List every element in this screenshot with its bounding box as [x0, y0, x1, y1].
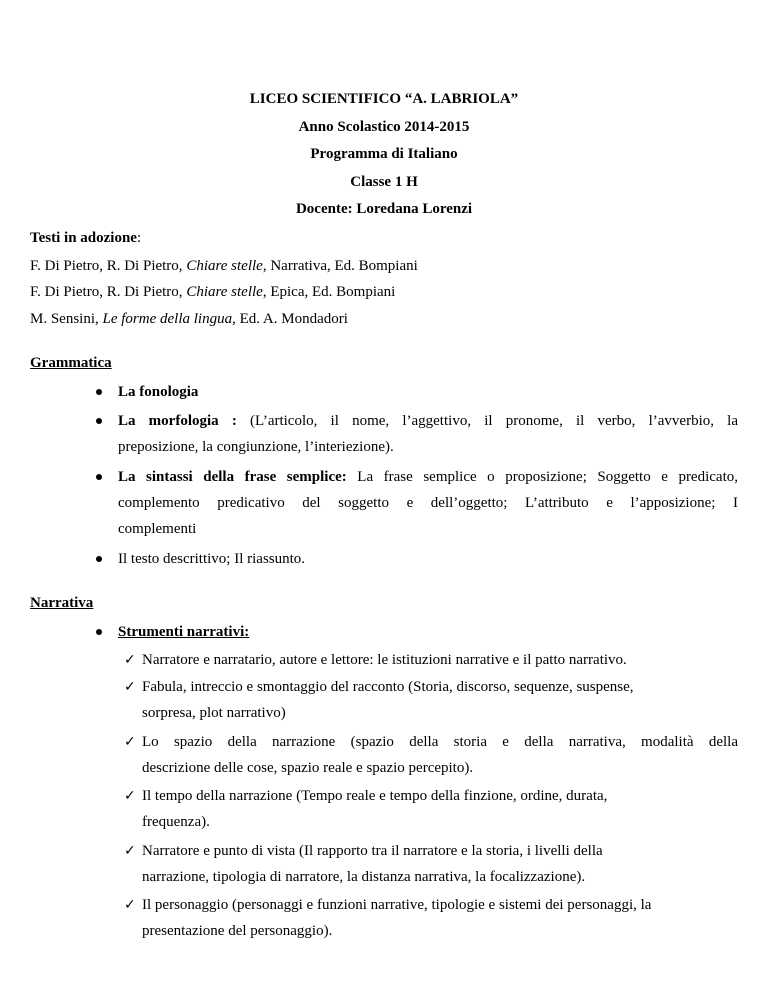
narrativa-item-continuation: descrizione delle cose, spazio reale e spazio percepito). — [142, 760, 474, 776]
grammatica-item-continuation: preposizione, la congiunzione, l’interiezione). — [118, 439, 394, 455]
grammatica-heading: Grammatica — [30, 355, 112, 371]
narrativa-item: Narratore e punto di vista (Il rapporto tra il narratore e la storia, i livelli della — [142, 843, 603, 859]
text-item: M. Sensini, Le forme della lingua, Ed. A. Mondadori — [30, 311, 348, 327]
grammatica-item-continuation: complementi — [118, 521, 197, 537]
grammatica-item: La fonologia — [118, 384, 199, 400]
text-item: F. Di Pietro, R. Di Pietro, Chiare stelle, Epica, Ed. Bompiani — [30, 284, 396, 300]
text-item: F. Di Pietro, R. Di Pietro, Chiare stelle, Narrativa, Ed. Bompiani — [30, 258, 418, 274]
narrativa-item: Il personaggio (personaggi e funzioni narrative, tipologie e sistemi dei personaggi, la — [142, 897, 652, 913]
program-title: Programma di Italiano — [310, 146, 458, 162]
narrativa-item-continuation: presentazione del personaggio). — [142, 923, 333, 939]
grammatica-item: La sintassi della frase semplice: La frase semplice o proposizione; Soggetto e predicato, — [118, 469, 738, 485]
class-name: Classe 1 H — [350, 173, 418, 190]
narrativa-item: Lo spazio della narrazione (spazio della storia e della narrativa, modalità della — [142, 734, 738, 750]
narrativa-subheading: Strumenti narrativi: — [118, 624, 250, 640]
bullet-icon — [96, 418, 102, 424]
narrativa-item: Il tempo della narrazione (Tempo reale e tempo della finzione, ordine, durata, — [142, 788, 608, 804]
bullet-icon — [96, 556, 102, 562]
school-name: LICEO SCIENTIFICO “A. LABRIOLA” — [249, 91, 519, 107]
checkmark-icon: ✓ — [124, 843, 136, 859]
checkmark-icon: ✓ — [124, 788, 136, 804]
grammatica-item: La morfologia : (L’articolo, il nome, l’aggettivo, il pronome, il verbo, l’avverbio, la — [118, 413, 739, 429]
bullet-icon — [96, 629, 102, 635]
bullet-icon — [96, 474, 102, 480]
narrativa-item: Fabula, intreccio e smontaggio del racconto (Storia, discorso, sequenze, suspense, — [142, 679, 634, 695]
checkmark-icon: ✓ — [124, 897, 136, 913]
texts-heading: Testi in adozione: — [30, 230, 142, 246]
narrativa-heading: Narrativa — [30, 595, 94, 611]
narrativa-item-continuation: sorpresa, plot narrativo) — [142, 705, 286, 721]
narrativa-item: Narratore e narratario, autore e lettore: le istituzioni narrative e il patto narrativo. — [142, 652, 627, 668]
grammatica-item-continuation: complemento predicativo del soggetto e dell’oggetto; L’attributo e l’apposizione; I — [118, 495, 738, 511]
document-header — [0, 86, 768, 224]
bullet-icon — [96, 389, 102, 395]
school-year: Anno Scolastico 2014-2015 — [298, 118, 470, 135]
teacher-name: Docente: Loredana Lorenzi — [295, 201, 473, 217]
grammatica-item: Il testo descrittivo; Il riassunto. — [118, 551, 306, 567]
checkmark-icon: ✓ — [124, 652, 136, 668]
checkmark-icon: ✓ — [124, 679, 136, 695]
narrativa-item-continuation: narrazione, tipologia di narratore, la distanza narrativa, la focalizzazione). — [142, 869, 586, 885]
narrativa-item-continuation: frequenza). — [142, 814, 210, 830]
checkmark-icon: ✓ — [124, 734, 136, 750]
